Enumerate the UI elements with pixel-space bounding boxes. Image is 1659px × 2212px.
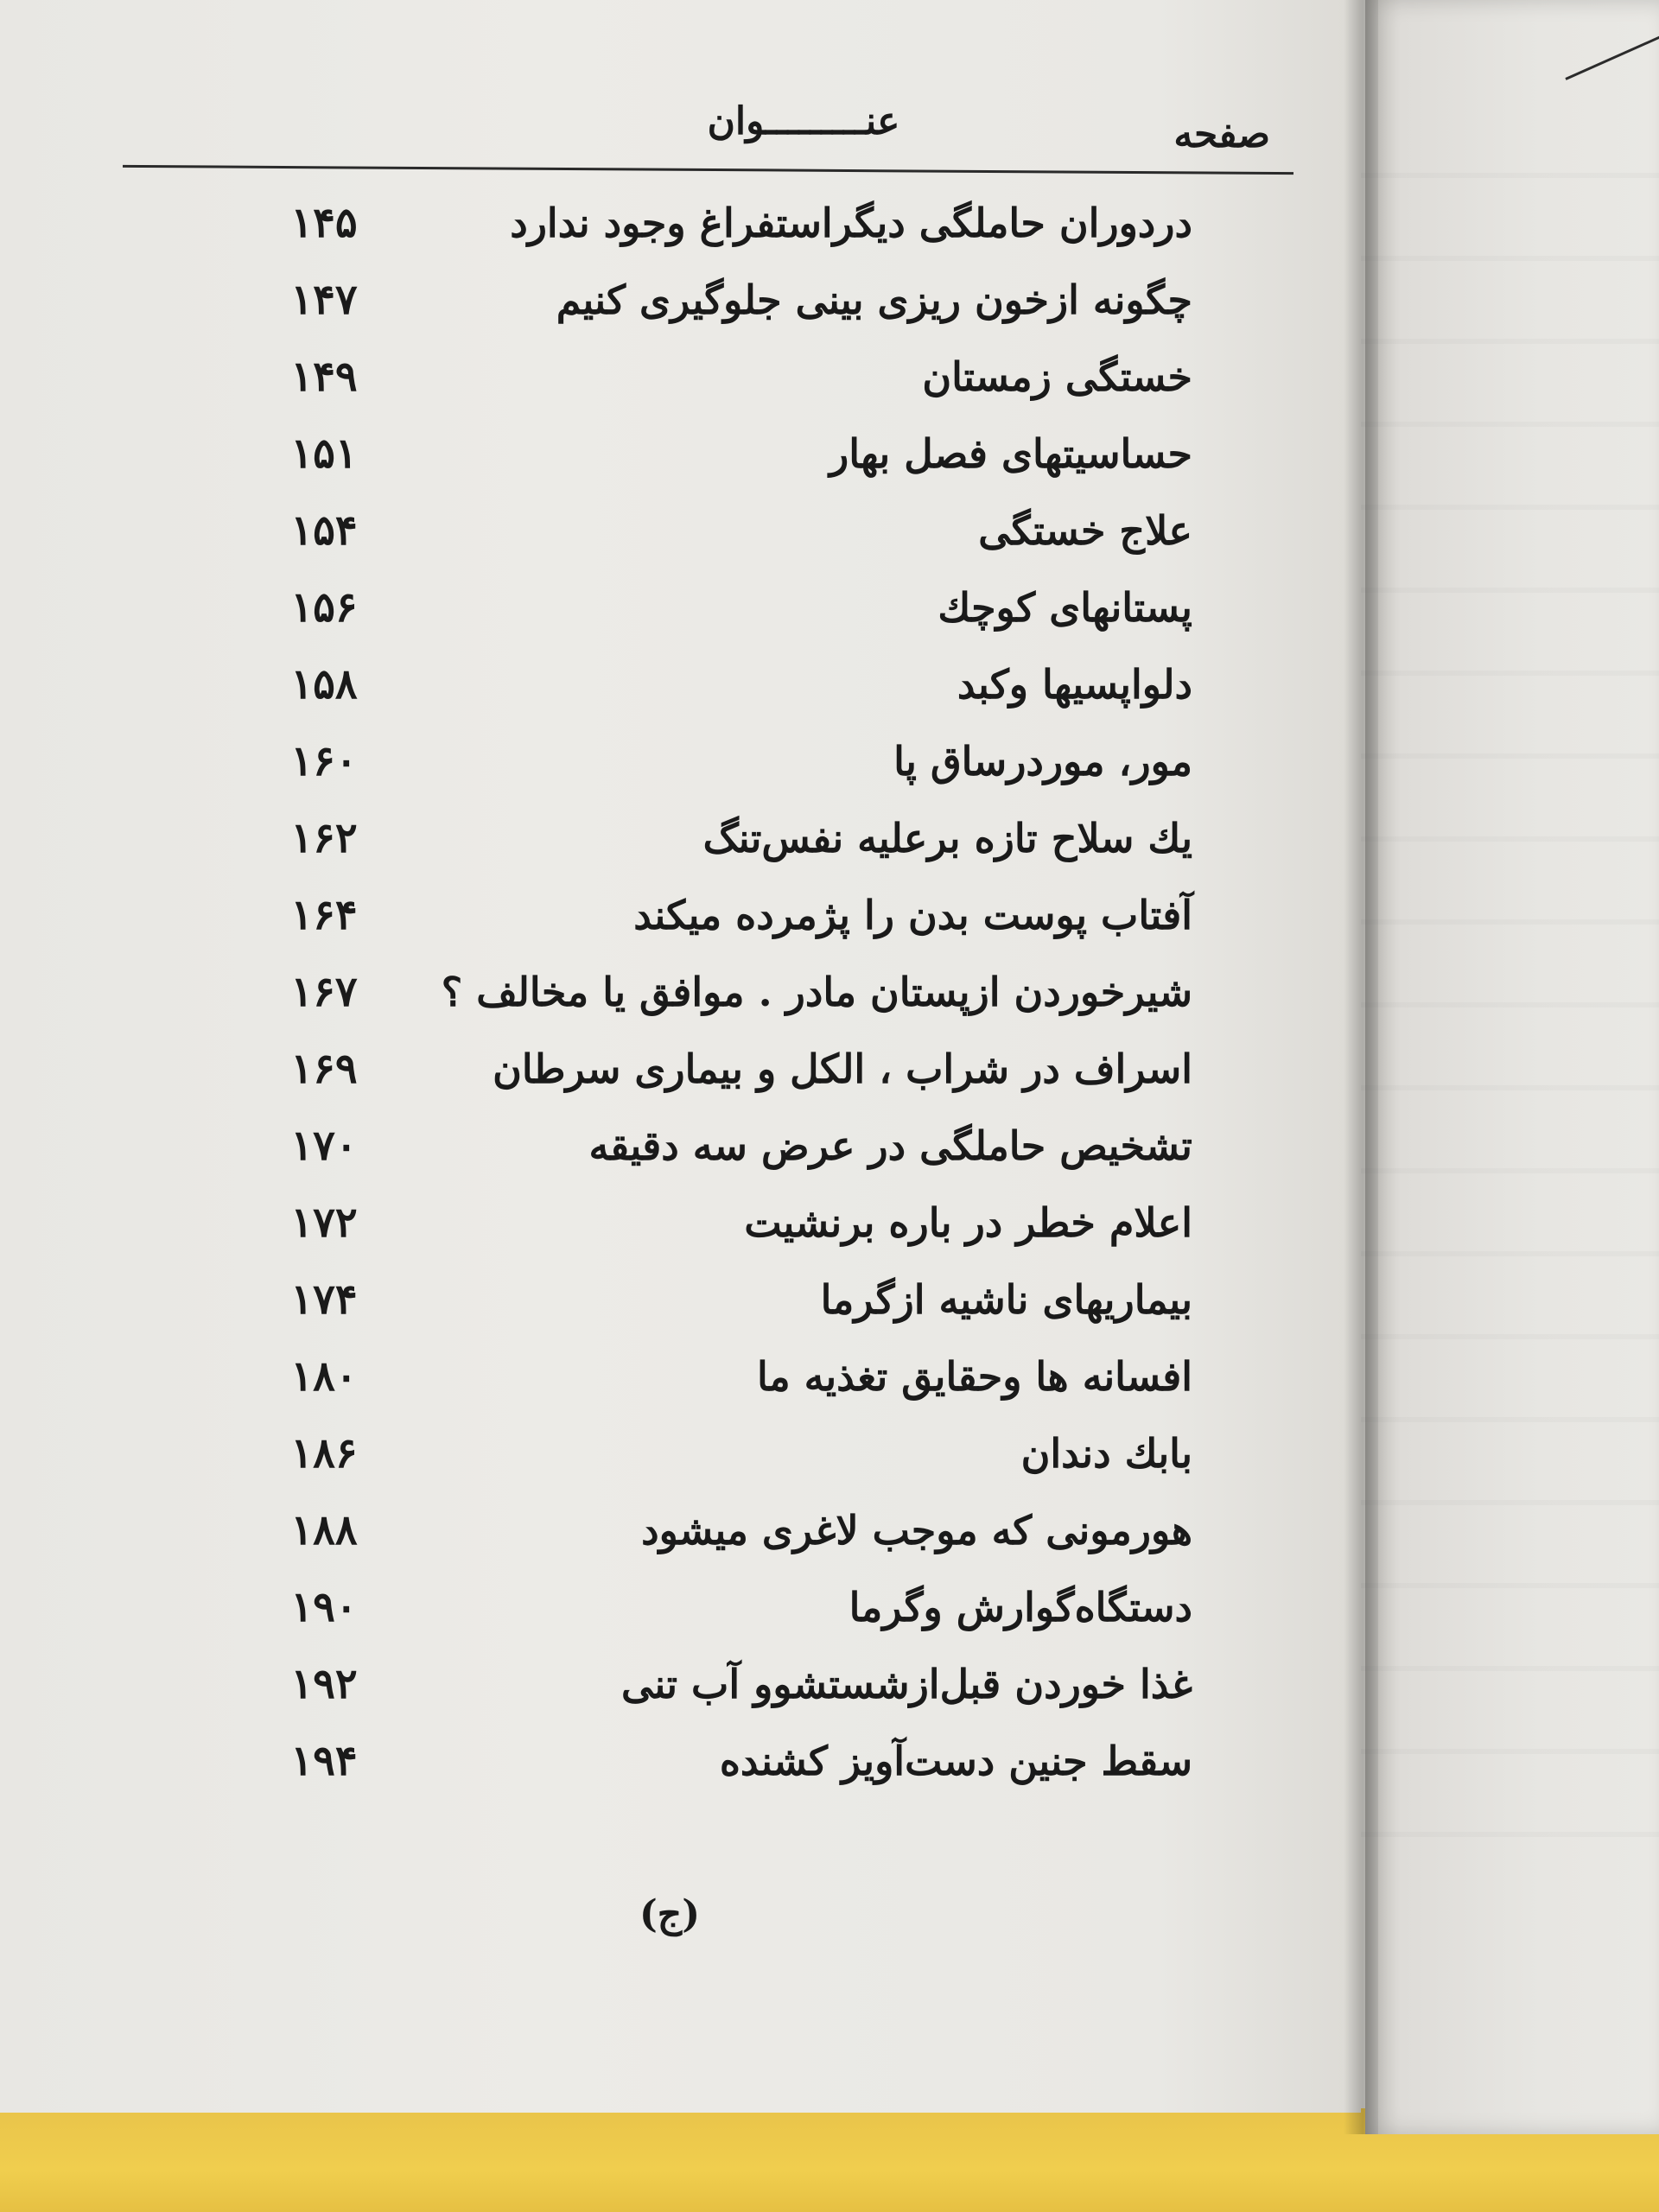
toc-header: [121, 86, 1296, 173]
toc-entry: [259, 737, 1270, 814]
toc-title: هورمونی که موجب لاغری میشود: [641, 1507, 1192, 1554]
toc-title: غذا خوردن قبل‌ازشستشوو آب تنی: [620, 1661, 1192, 1707]
toc-entry: [259, 506, 1270, 583]
toc-title: دردوران حاملگی دیگراستفراغ وجود ندارد: [510, 200, 1192, 246]
toc-page-number: ۱۶۴: [290, 891, 358, 939]
toc-entry: [259, 891, 1270, 968]
toc-page-number: ۱۸۸: [290, 1506, 358, 1554]
toc-page-number: ۱۹۰: [290, 1583, 358, 1631]
toc-page-number: ۱۴۹: [290, 353, 358, 401]
toc-page-number: ۱۶۲: [290, 814, 358, 862]
toc-title: آفتاب پوست بدن را پژمرده میکند: [633, 892, 1192, 938]
toc-page-number: ۱۶۷: [290, 968, 358, 1016]
toc-entry: [259, 353, 1270, 429]
toc-entry: [259, 814, 1270, 891]
toc-title: سقط جنین دست‌آویز کشنده: [719, 1738, 1192, 1784]
toc-page-number: ۱۶۰: [290, 737, 358, 785]
toc-page-number: ۱۹۴: [290, 1737, 358, 1785]
toc-title: خستگی زمستان: [922, 353, 1192, 400]
toc-title: حساسیتهای فصل بهار: [830, 430, 1192, 477]
toc-entry: [259, 660, 1270, 737]
toc-entry: [259, 968, 1270, 1045]
toc-page-number: ۱۷۲: [290, 1198, 358, 1247]
toc-page-number: ۱۹۲: [290, 1660, 358, 1708]
toc-entry: [259, 199, 1270, 276]
toc-page-number: ۱۵۴: [290, 506, 358, 555]
toc-page-number: ۱۵۶: [290, 583, 358, 632]
table-of-contents: [259, 199, 1270, 1814]
toc-entry: [259, 583, 1270, 660]
toc-entry: [259, 276, 1270, 353]
toc-page-number: ۱۵۱: [290, 429, 358, 478]
toc-entry: [259, 1122, 1270, 1198]
toc-entry: [259, 1352, 1270, 1429]
toc-title: بیماریهای ناشیه ازگرما: [820, 1276, 1192, 1323]
toc-title: تشخیص حاملگی در عرض سه دقیقه: [588, 1122, 1192, 1169]
page-column-label: صفحه: [1173, 112, 1270, 156]
toc-page-number: ۱۴۷: [290, 276, 358, 324]
toc-page-number: ۱۷۰: [290, 1122, 358, 1170]
toc-title: علاج خستگی: [978, 507, 1192, 554]
title-column-label: عنـــــــــوان: [707, 99, 900, 143]
toc-entry: [259, 1198, 1270, 1275]
toc-page-number: ۱۷۴: [290, 1275, 358, 1324]
toc-title: دلواپسیها وکبد: [957, 661, 1192, 708]
toc-page-number: ۱۸۰: [290, 1352, 358, 1401]
toc-title: مور، موردرساق پا: [893, 738, 1192, 785]
toc-title: اسراف در شراب ، الکل و بیماری سرطان: [493, 1046, 1192, 1092]
toc-entry: [259, 429, 1270, 506]
toc-entry: [259, 1429, 1270, 1506]
toc-title: یك سلاح تازه برعلیه نفس‌تنگ: [702, 815, 1192, 861]
toc-title: پستانهای کوچك: [938, 584, 1192, 631]
toc-title: افسانه ها وحقایق تغذیه ما: [757, 1353, 1192, 1400]
toc-page-number: ۱۶۹: [290, 1045, 358, 1093]
toc-title: بابك دندان: [1020, 1430, 1192, 1477]
page-number-footer: (ج): [639, 1892, 701, 1936]
toc-title: اعلام خطر در باره برنشیت: [744, 1199, 1192, 1246]
toc-entry: [259, 1275, 1270, 1352]
toc-title: چگونه ازخون ریزی بینی جلوگیری کنیم: [556, 276, 1192, 323]
toc-title: شیرخوردن ازپستان مادر . موافق یا مخالف ؟: [441, 969, 1192, 1015]
toc-entry: [259, 1737, 1270, 1814]
toc-page-number: ۱۸۶: [290, 1429, 358, 1478]
toc-title: دستگاه‌گوارش وگرما: [849, 1584, 1192, 1630]
bleed-through-text: [1348, 173, 1659, 1901]
toc-entry: [259, 1583, 1270, 1660]
toc-page-number: ۱۴۵: [290, 199, 358, 247]
book-gutter: [1344, 0, 1378, 2134]
toc-entry: [259, 1506, 1270, 1583]
toc-entry: [259, 1045, 1270, 1122]
toc-page-number: ۱۵۸: [290, 660, 358, 709]
toc-entry: [259, 1660, 1270, 1737]
